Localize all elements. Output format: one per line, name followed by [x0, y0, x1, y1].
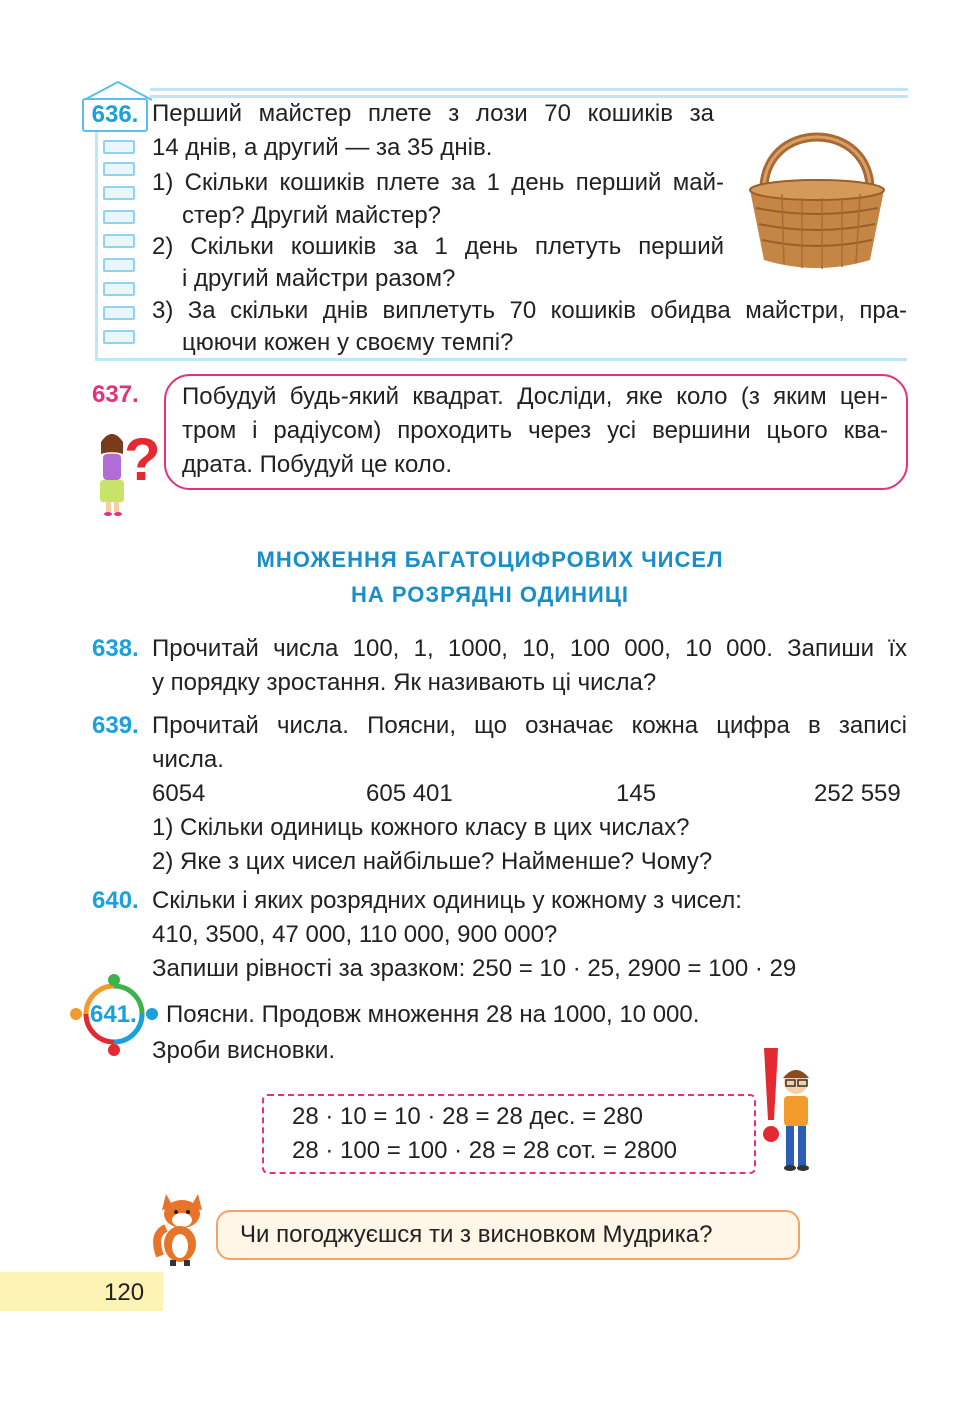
problem-636-line: і другий майстри разом? — [182, 265, 456, 292]
problem-639-value: 145 — [616, 780, 657, 807]
problem-640-line: Запиши рівності за зразком: 250 = 10 · 25, 2900 = 100 · 29 — [152, 955, 797, 982]
notebook-ring — [103, 234, 135, 248]
notebook-ring — [103, 306, 135, 320]
problem-639-value: 6054 — [152, 780, 206, 807]
problem-636-line: 3) За скільки днів виплетуть 70 кошиків обидва майстри, пра- — [152, 297, 907, 324]
problem-640-number: 640. — [92, 887, 139, 914]
girl-with-question-mark — [90, 414, 162, 516]
equation-line: 28 · 10 = 10 · 28 = 28 дес. = 280 — [292, 1103, 643, 1130]
problem-641-line: Поясни. Продовж множення 28 на 1000, 10 000. — [166, 1001, 700, 1028]
problem-638-number: 638. — [92, 635, 139, 662]
problem-639-line: Прочитай числа. Поясни, що означає кожна цифра в записі — [152, 712, 907, 739]
notebook-ring — [103, 330, 135, 344]
notebook-ring — [103, 162, 135, 176]
problem-639-question: 1) Скільки одиниць кожного класу в цих числах? — [152, 814, 690, 841]
page-number: 120 — [104, 1279, 145, 1306]
notebook-ring — [103, 258, 135, 272]
basket-image — [742, 98, 892, 278]
equation-line: 28 · 100 = 100 · 28 = 28 сот. = 2800 — [292, 1137, 678, 1164]
frame-top-line — [150, 88, 908, 91]
problem-637-line: тром і радіусом) проходить через усі вершини цього ква- — [182, 417, 888, 444]
problem-641-number: 641. — [90, 1001, 137, 1028]
notebook-ring — [103, 186, 135, 200]
problem-640-line: Скільки і яких розрядних одиниць у кожному з чисел: — [152, 887, 742, 914]
problem-636-number: 636. — [82, 98, 148, 132]
notebook-ring — [103, 282, 135, 296]
problem-638-line: у порядку зростання. Як називають ці числа? — [152, 669, 657, 696]
question-text: Чи погоджуєшся ти з висновком Мудрика? — [240, 1221, 713, 1248]
problem-636-line: 14 днів, а другий — за 35 днів. — [152, 134, 493, 161]
problem-639-value: 252 559 — [814, 780, 901, 807]
problem-636-line: 2) Скільки кошиків за 1 день плетуть перший — [152, 233, 724, 260]
problem-639-question: 2) Яке з цих чисел найбільше? Найменше? Чому? — [152, 848, 713, 875]
section-heading-line1: МНОЖЕННЯ БАГАТОЦИФРОВИХ ЧИСЕЛ — [256, 547, 724, 572]
problem-638-line: Прочитай числа 100, 1, 1000, 10, 100 000, 10 000. Запиши їх — [152, 635, 907, 662]
problem-639-number: 639. — [92, 712, 139, 739]
problem-640-line: 410, 3500, 47 000, 110 000, 900 000? — [152, 921, 558, 948]
svg-text:?: ? — [124, 426, 161, 493]
section-heading-line2: НА РОЗРЯДНІ ОДИНИЦІ — [350, 582, 630, 607]
problem-641-line: Зроби висновки. — [152, 1037, 336, 1064]
problem-636-line: 1) Скільки кошиків плете за 1 день перший май- — [152, 169, 724, 196]
problem-639-value: 605 401 — [366, 780, 453, 807]
frame-left-line — [95, 125, 98, 361]
problem-639-line: числа. — [152, 746, 224, 773]
problem-636-line: стер? Другий майстер? — [182, 202, 442, 229]
boy-with-exclamation-mark — [756, 1042, 820, 1176]
problem-636-line: цюючи кожен у своєму темпі? — [182, 329, 514, 356]
problem-637-line: Побудуй будь-який квадрат. Досліди, яке коло (з яким цен- — [182, 383, 888, 410]
problem-636-line: Перший майстер плете з лози 70 кошиків за — [152, 100, 714, 127]
problem-637-line: драта. Побудуй це коло. — [182, 451, 453, 478]
problem-637-number: 637. — [92, 381, 139, 408]
notebook-ring — [103, 210, 135, 224]
fox-character — [152, 1184, 218, 1268]
notebook-ring — [103, 140, 135, 154]
